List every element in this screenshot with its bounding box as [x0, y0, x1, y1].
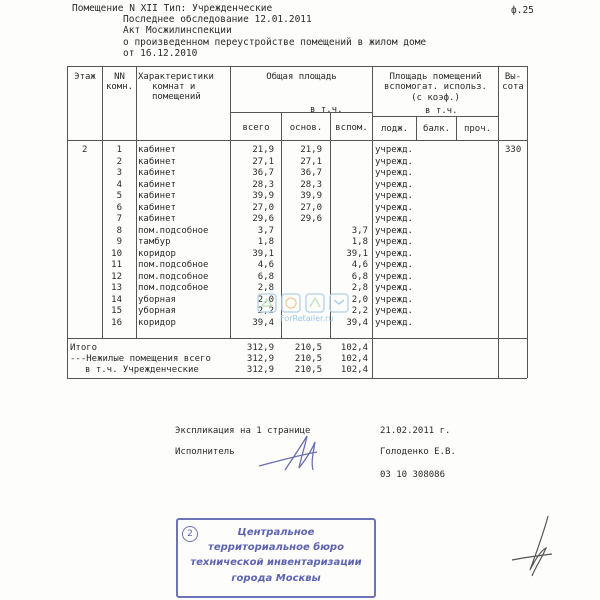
area-main: 39,9 — [300, 191, 322, 201]
room-name: пом.подсобное — [138, 271, 209, 282]
room-name: кабинет — [138, 191, 176, 201]
act-date-line: от 16.12.2010 — [123, 48, 198, 59]
room-usage: учрежд. — [375, 145, 413, 155]
room-name: уборная — [138, 306, 176, 316]
room-usage: учрежд. — [375, 202, 413, 213]
room-number: 13 — [111, 283, 122, 293]
official-signature — [508, 512, 558, 582]
room-name: кабинет — [138, 145, 176, 155]
summary-aux: 102,4 — [340, 343, 368, 353]
col-aux-incl-header: в т.ч. — [425, 106, 458, 116]
area-total: 3,7 — [257, 225, 274, 236]
area-aux: 2,2 — [351, 306, 368, 316]
room-number: 2 — [116, 156, 122, 167]
area-aux: 2,0 — [351, 294, 368, 305]
room-name: кабинет — [138, 156, 176, 167]
area-total: 2,0 — [257, 294, 274, 305]
area-aux: 4,6 — [351, 260, 368, 270]
col-main-header: основ. — [289, 123, 323, 133]
form-number: ф.25 — [511, 5, 534, 16]
room-usage: учрежд. — [375, 156, 413, 167]
area-total: 29,6 — [252, 214, 274, 224]
room-usage: учрежд. — [375, 168, 413, 178]
room-name: коридор — [138, 317, 176, 328]
summary-total: 312,9 — [246, 354, 274, 364]
document-date: 21.02.2011 г. — [380, 426, 451, 436]
area-main: 28,3 — [300, 179, 322, 190]
col-height-header: Вы- — [504, 72, 522, 82]
col-aux-area-header-3: (с коэф.) — [411, 93, 460, 103]
room-number: 15 — [111, 306, 122, 316]
room-name: пом.подсобное — [138, 225, 209, 236]
room-usage: учрежд. — [375, 260, 413, 270]
area-total: 28,3 — [252, 179, 274, 190]
area-main: 27,0 — [300, 202, 322, 213]
area-total: 4,6 — [257, 260, 274, 270]
room-usage: учрежд. — [375, 283, 413, 293]
summary-aux: 102,4 — [340, 354, 368, 364]
area-aux: 39,4 — [346, 317, 368, 328]
room-number: 12 — [111, 271, 122, 282]
area-total: 6,8 — [257, 271, 274, 282]
col-loggia-header: лодж. — [380, 124, 409, 134]
room-type-line: Помещение N XII Тип: Учрежденческие — [72, 3, 273, 14]
room-number: 5 — [116, 191, 122, 201]
room-name: кабинет — [138, 202, 176, 213]
area-total: 2,8 — [257, 283, 274, 293]
room-usage: учрежд. — [375, 225, 413, 236]
col-balcony-header: балк. — [422, 124, 451, 134]
stamp-number: 2 — [182, 526, 198, 542]
area-main: 29,6 — [300, 214, 322, 224]
room-name: уборная — [138, 294, 176, 305]
col-char-header-2: комнат и — [152, 82, 196, 92]
explication-pages: Экспликация на 1 странице — [175, 426, 311, 436]
summary-total: 312,9 — [246, 343, 274, 353]
watermark-text: ForRetailer.ru — [280, 314, 334, 323]
stamp-line-1: Центральное — [237, 527, 315, 538]
room-number: 10 — [111, 248, 122, 259]
room-usage: учрежд. — [375, 248, 413, 259]
area-main: 21,9 — [300, 145, 322, 155]
room-usage: учрежд. — [375, 214, 413, 224]
area-total: 39,9 — [252, 191, 274, 201]
height-value: 330 — [505, 145, 522, 155]
area-aux: 2,8 — [351, 283, 368, 293]
summary-main: 210,5 — [294, 365, 322, 375]
executor-name: Голоденко Е.В. — [380, 447, 456, 457]
stamp-line-4: города Москвы — [231, 573, 321, 584]
col-aux-header: вспом. — [335, 123, 368, 133]
area-total: 21,9 — [252, 145, 274, 155]
executor-label: Исполнитель — [175, 447, 235, 457]
watermark — [252, 288, 356, 332]
area-aux: 39,1 — [346, 248, 368, 259]
executor-signature — [255, 432, 335, 474]
act-line: Акт Мосжилинспекции — [123, 25, 232, 36]
area-aux: 6,8 — [351, 271, 368, 282]
area-aux: 3,7 — [351, 225, 368, 236]
room-number: 11 — [111, 260, 122, 270]
room-usage: учрежд. — [375, 179, 413, 190]
act-subject-line: о произведенном переустройстве помещений в жилом доме — [123, 37, 427, 48]
room-usage: учрежд. — [375, 294, 413, 305]
area-total: 27,0 — [252, 202, 274, 213]
area-total: 27,1 — [252, 156, 274, 167]
stamp-line-2: территориальное бюро — [208, 542, 344, 553]
summary-label: в т.ч. Учрежденческие — [85, 365, 199, 375]
area-main: 27,1 — [300, 156, 322, 167]
area-total: 2,2 — [257, 306, 274, 316]
last-inspection-line: Последнее обследование 12.01.2011 — [123, 14, 312, 25]
room-number: 8 — [116, 225, 122, 236]
col-area-incl-header: в т.ч. — [310, 105, 343, 115]
summary-total: 312,9 — [246, 365, 274, 375]
room-number: 14 — [111, 294, 122, 305]
col-aux-area-header: Площадь помещений — [389, 72, 482, 82]
room-number: 3 — [116, 168, 122, 178]
room-number: 1 — [116, 145, 122, 155]
col-height-header-2: сота — [502, 82, 524, 92]
floor-value: 2 — [82, 145, 88, 155]
area-total: 39,4 — [252, 317, 274, 328]
col-char-header: Характеристики — [138, 72, 214, 82]
area-main: 36,7 — [300, 168, 322, 178]
col-nn-header-2: комн. — [105, 82, 134, 92]
summary-aux: 102,4 — [340, 365, 368, 375]
bti-stamp — [176, 518, 376, 598]
area-total: 36,7 — [252, 168, 274, 178]
room-number: 6 — [116, 202, 122, 213]
room-usage: учрежд. — [375, 271, 413, 282]
room-usage: учрежд. — [375, 237, 413, 247]
col-aux-area-header-2: вспомогат. использ. — [384, 82, 487, 92]
room-usage: учрежд. — [375, 191, 413, 201]
col-floor-header: Этаж — [74, 72, 96, 82]
room-name: кабинет — [138, 168, 176, 178]
summary-main: 210,5 — [294, 343, 322, 353]
summary-label: Итого — [70, 343, 98, 353]
room-name: кабинет — [138, 179, 176, 190]
col-nn-header: NN — [114, 72, 125, 82]
room-number: 4 — [116, 179, 122, 190]
area-total: 1,8 — [257, 237, 274, 247]
stamp-line-3: технической инвентаризации — [190, 557, 362, 568]
room-name: пом.подсобное — [138, 260, 209, 270]
room-name: коридор — [138, 248, 176, 259]
area-aux: 1,8 — [351, 237, 368, 247]
room-number: 9 — [116, 237, 122, 247]
room-usage: учрежд. — [375, 306, 413, 316]
room-usage: учрежд. — [375, 317, 413, 328]
col-area-header: Общая площадь — [266, 72, 337, 82]
col-total-header: всего — [242, 123, 270, 133]
document-code: 03 10 308086 — [380, 470, 446, 480]
room-number: 16 — [111, 317, 122, 328]
room-name: пом.подсобное — [138, 283, 209, 293]
summary-main: 210,5 — [294, 354, 322, 364]
summary-label: ---Нежилые помещения всего — [70, 354, 211, 364]
col-char-header-3: помещений — [152, 92, 201, 102]
area-total: 39,1 — [252, 248, 274, 259]
room-name: кабинет — [138, 214, 176, 224]
room-number: 7 — [116, 214, 122, 224]
col-other-header: проч. — [463, 124, 492, 134]
room-name: тамбур — [138, 237, 171, 247]
